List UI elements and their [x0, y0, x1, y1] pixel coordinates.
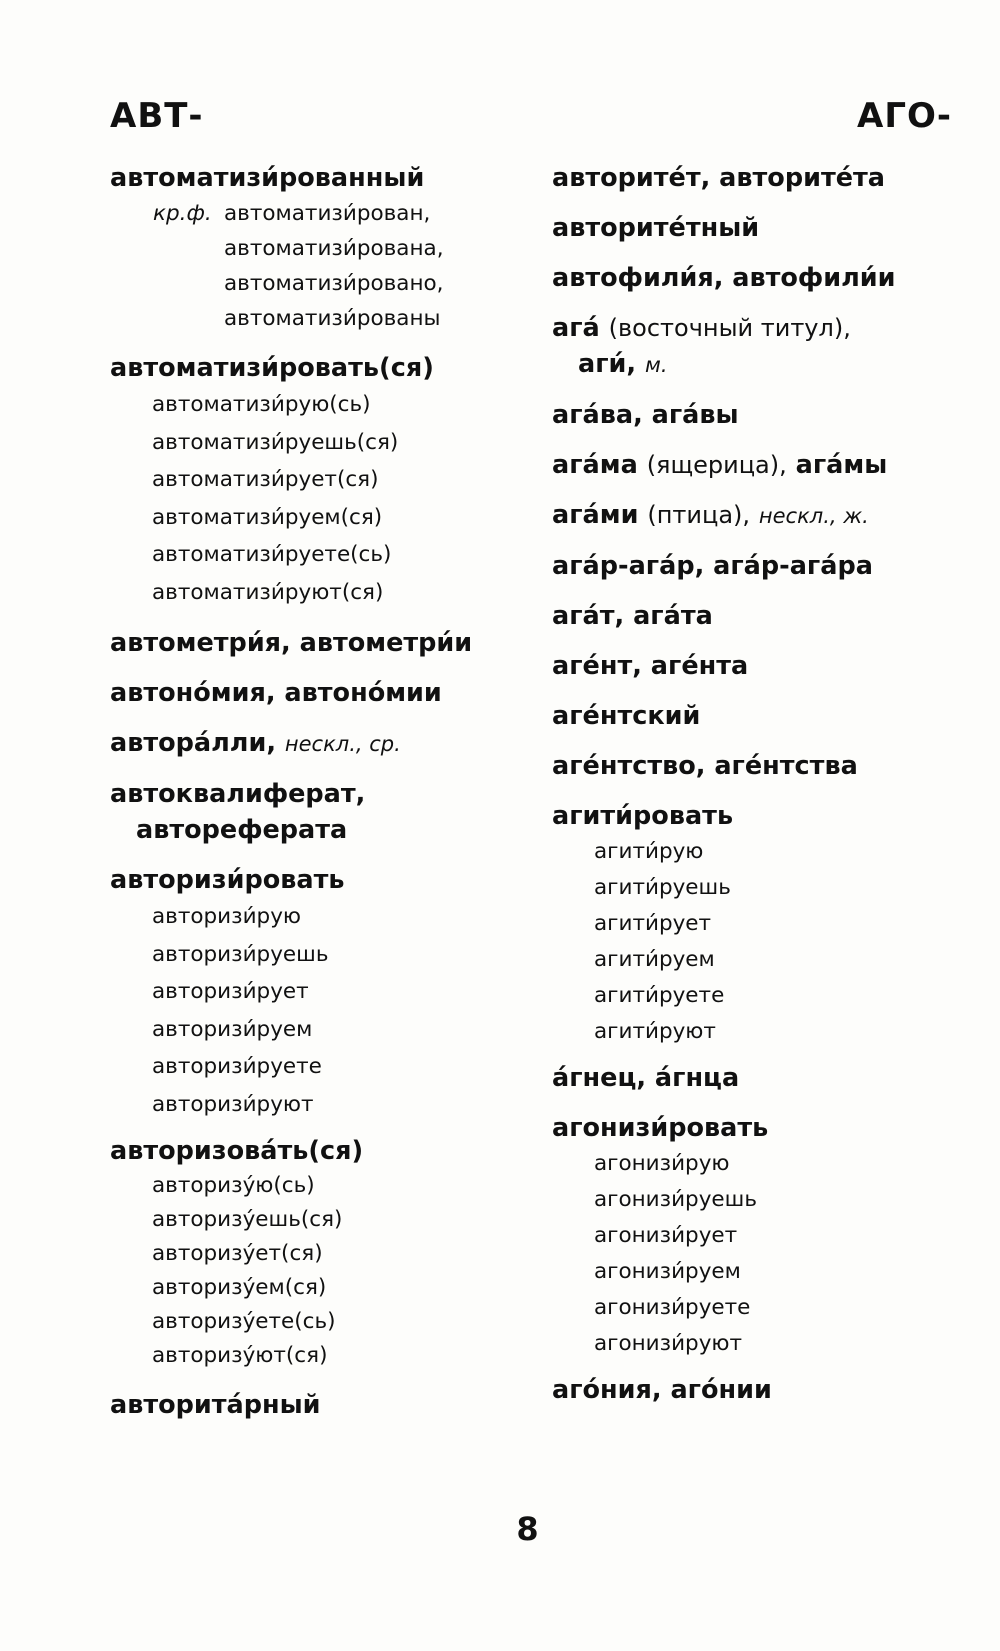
word-form: агонизи́руете — [594, 1295, 751, 1320]
word-form: автоматизи́руешь(ся) — [152, 429, 399, 455]
gloss-note: (ящерица), — [646, 451, 787, 479]
headword — [110, 725, 510, 762]
word-form: агити́рует — [594, 911, 712, 936]
conjugation-list — [552, 834, 982, 1050]
right-column — [552, 160, 982, 1408]
short-forms — [110, 196, 510, 336]
left-column — [110, 160, 510, 1423]
word-form: агити́руем — [594, 947, 715, 972]
headword: авторита́рный — [110, 1390, 321, 1420]
headword-continuation: автореферата — [136, 815, 348, 845]
guide-word-left: АВТ- — [110, 96, 204, 136]
word-form: авторизи́руете — [152, 1054, 322, 1079]
word-form: авторизи́рую — [152, 904, 302, 929]
headword: авторите́т, авторите́та — [552, 163, 886, 193]
word-form: автоматизи́руете(сь) — [152, 542, 392, 567]
word-form: авторизу́ет(ся) — [152, 1241, 323, 1266]
short-form: автоматизи́рована, — [224, 236, 444, 261]
headword: автоно́мия, автоно́мии — [110, 678, 442, 708]
word-form: авторизи́руешь — [152, 941, 329, 967]
word-form: авторизи́руем — [152, 1016, 313, 1042]
word-form: автоматизи́рует(ся) — [152, 467, 379, 492]
conjugation-list — [110, 898, 510, 1123]
headword: аго́ния, аго́нии — [552, 1375, 772, 1405]
headword — [552, 310, 982, 383]
headword: аге́нтство, аге́нтства — [552, 751, 858, 781]
headword-text: автора́лли, — [110, 728, 277, 758]
grammar-note: нескл., ж. — [758, 504, 869, 528]
word-form: агити́руешь — [594, 875, 731, 900]
headword: автоматизи́рованный — [110, 163, 425, 193]
headword-text: автоквалиферат, — [110, 779, 366, 809]
short-form-label: кр.ф. — [153, 201, 212, 226]
word-form: авторизи́рует — [152, 979, 309, 1004]
word-form: авторизу́ешь(ся) — [152, 1207, 343, 1232]
headword — [110, 776, 510, 848]
word-form: агонизи́руют — [594, 1331, 743, 1356]
headword: авторите́тный — [552, 213, 760, 243]
headword-text: ага́ми — [552, 500, 639, 530]
word-form: автоматизи́рую(сь) — [152, 392, 371, 417]
word-form: автоматизи́руют(ся) — [152, 579, 384, 605]
page-number: 8 — [516, 1510, 539, 1548]
headword: ага́т, ага́та — [552, 601, 713, 631]
gloss-note: (восточный титул), — [608, 314, 851, 342]
word-form: агонизи́рую — [594, 1151, 730, 1176]
headword: ага́р-ага́р, ага́р-ага́ра — [552, 551, 873, 581]
word-form: автоматизи́руем(ся) — [152, 504, 383, 530]
headword: агити́ровать — [552, 801, 734, 831]
short-form: автоматизи́рован, — [224, 201, 431, 226]
word-form: агонизи́рует — [594, 1223, 738, 1248]
gloss-note: (птица), — [647, 501, 751, 529]
headword: агонизи́ровать — [552, 1113, 769, 1143]
word-form: агонизи́руем — [594, 1259, 741, 1284]
headword-text: ага́ма — [552, 450, 638, 480]
word-form: авторизу́ем(ся) — [152, 1275, 327, 1300]
headword: автофили́я, автофили́и — [552, 263, 896, 293]
conjugation-list — [110, 1169, 510, 1373]
word-form: агити́рую — [594, 839, 704, 864]
guide-word-right: АГО- — [857, 96, 952, 136]
headword-text: ага́ — [552, 313, 600, 343]
grammar-note: нескл., ср. — [284, 732, 401, 756]
grammar-note: м. — [644, 353, 668, 377]
headword — [552, 497, 982, 534]
word-form: авторизу́ете(сь) — [152, 1309, 336, 1334]
headword: аге́нт, аге́нта — [552, 651, 749, 681]
short-form: автоматизи́рованы — [224, 306, 441, 331]
word-form: авторизи́руют — [152, 1091, 314, 1117]
headword: авторизова́ть(ся) — [110, 1136, 364, 1166]
headword: автоматизи́ровать(ся) — [110, 353, 434, 383]
word-form: авторизу́ют(ся) — [152, 1343, 328, 1368]
conjugation-list — [552, 1146, 982, 1362]
headword: ага́ва, ага́вы — [552, 400, 739, 430]
headword: авторизи́ровать — [110, 865, 345, 895]
short-form: автоматизи́ровано, — [224, 271, 444, 296]
headword: а́гнец, а́гнца — [552, 1063, 740, 1093]
word-form: агонизи́руешь — [594, 1187, 758, 1212]
conjugation-list — [110, 386, 510, 611]
headword-continuation — [552, 346, 982, 383]
word-form: авторизу́ю(сь) — [152, 1173, 315, 1198]
plural-form: аги́, — [578, 349, 637, 379]
headword — [552, 447, 982, 483]
word-form: агити́руете — [594, 983, 725, 1008]
word-form: агити́руют — [594, 1019, 716, 1044]
genitive-form: ага́мы — [795, 450, 888, 480]
headword: автометри́я, автометри́и — [110, 628, 473, 658]
headword: аге́нтский — [552, 701, 701, 731]
